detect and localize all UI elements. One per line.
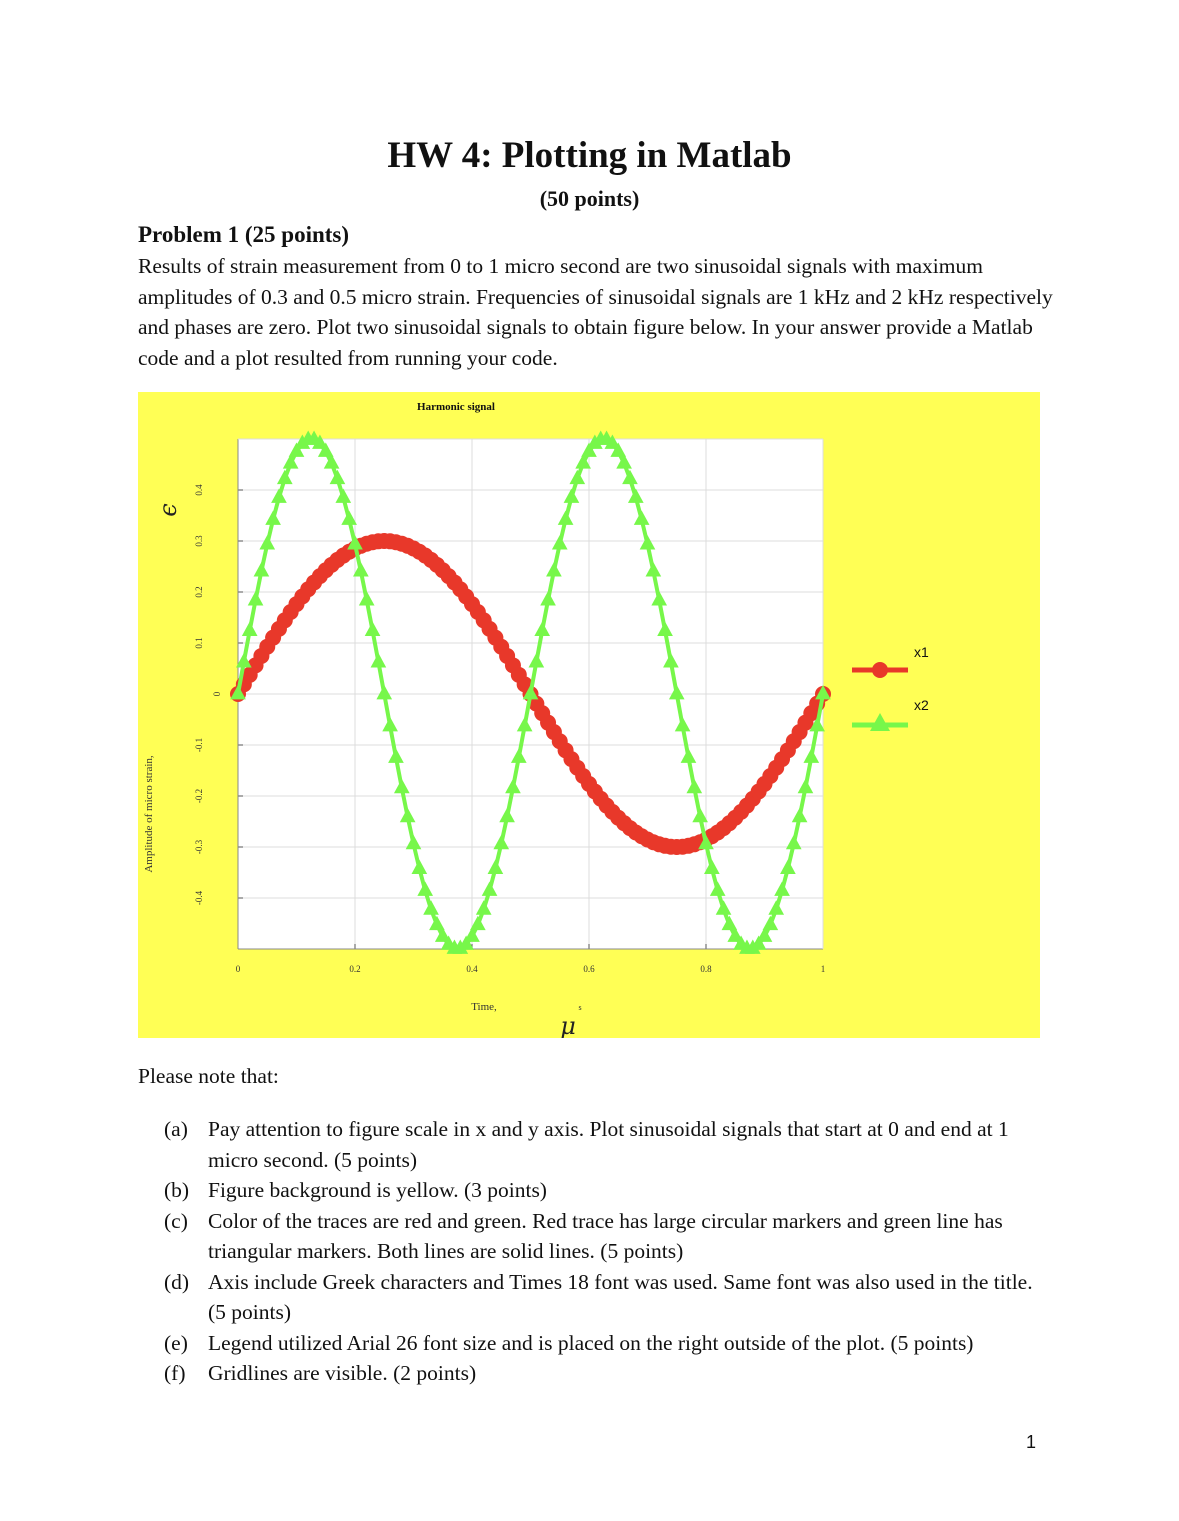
y-axis-label: Amplitude of micro strain, [143,755,155,873]
note-intro: Please note that: [138,1064,279,1088]
legend-x2-marker [870,713,890,731]
requirement-item [164,1358,1044,1389]
requirement-text: Figure background is yellow. (3 points) [208,1178,547,1202]
legend-x1-label: x1 [914,644,929,660]
x-tick-label: 0 [235,964,241,974]
x-tick-label: 1 [820,964,826,974]
x-axis-greek-mu: μ [560,1012,576,1038]
chart-title: Harmonic signal [417,401,495,413]
x-tick-label: 0.8 [700,964,712,974]
x-tick-label: 0.2 [349,964,361,974]
x-tick-label: 0.6 [583,964,595,974]
legend-x1-marker [872,662,888,678]
requirement-label: (e) [164,1330,188,1355]
y-tick-label: -0.1 [194,737,204,753]
x-axis-unit: s [578,1003,582,1012]
y-tick-label: 0.3 [194,535,204,547]
harmonic-signal-figure [138,392,1040,1038]
y-tick-label: -0.3 [194,839,204,855]
y-tick-label: 0.2 [194,586,204,598]
requirement-text: Legend utilized Arial 26 font size and is placed on the right outside of the plot. (5 points) [208,1330,974,1355]
requirement-label: (d) [164,1269,190,1294]
requirements-list [164,1114,1044,1389]
requirement-item [164,1267,1044,1328]
requirement-label: (b) [164,1178,190,1202]
requirement-item [164,1328,1044,1359]
y-tick-label: 0 [212,691,222,697]
requirement-item [164,1175,1044,1206]
requirement-item [164,1206,1044,1267]
chart-svg [138,392,1040,1038]
y-tick-label: -0.4 [194,890,204,906]
requirement-text: Color of the traces are red and green. Red trace has large circular markers and green line has triangular markers. Both lines are solid lines. (5 points) [208,1208,1003,1263]
problem-text: Results of strain measurement from 0 to 1 micro second are two sinusoidal signals with maximum amplitudes of 0.3 and 0.5 micro strain. Frequencies of sinusoidal signals are 1 kHz and 2 kHz respectively and phases are zero. Plot two sinusoidal signals to obtain figure below. In your answer provide a Matlab code and a plot resulted from running your code. [138,254,1053,370]
y-tick-label: -0.2 [194,788,204,804]
y-axis-greek-epsilon: ϵ [154,503,182,517]
legend-x2-label: x2 [914,697,929,713]
legend [852,644,929,731]
requirement-label: (a) [164,1117,188,1141]
document-title: HW 4: Plotting in Matlab [387,135,792,176]
requirement-item [164,1114,1044,1175]
y-tick-label: 0.1 [194,637,204,649]
requirement-text: Axis include Greek characters and Times 18 font was used. Same font was also used in the title. (5 points) [208,1269,1033,1324]
requirement-text: Pay attention to figure scale in x and y axis. Plot sinusoidal signals that start at 0 and end at 1 micro second. (5 points) [208,1117,1009,1172]
document-subtitle: (50 points) [539,186,640,211]
requirement-text: Gridlines are visible. (2 points) [208,1361,477,1385]
problem-heading: Problem 1 (25 points) [138,222,350,247]
x-axis-label: Time, [471,1001,497,1013]
page-number: 1 [1026,1432,1037,1452]
requirement-label: (c) [164,1208,188,1233]
requirement-label: (f) [164,1361,186,1385]
y-tick-label: 0.4 [194,484,204,496]
x-tick-label: 0.4 [466,964,478,974]
